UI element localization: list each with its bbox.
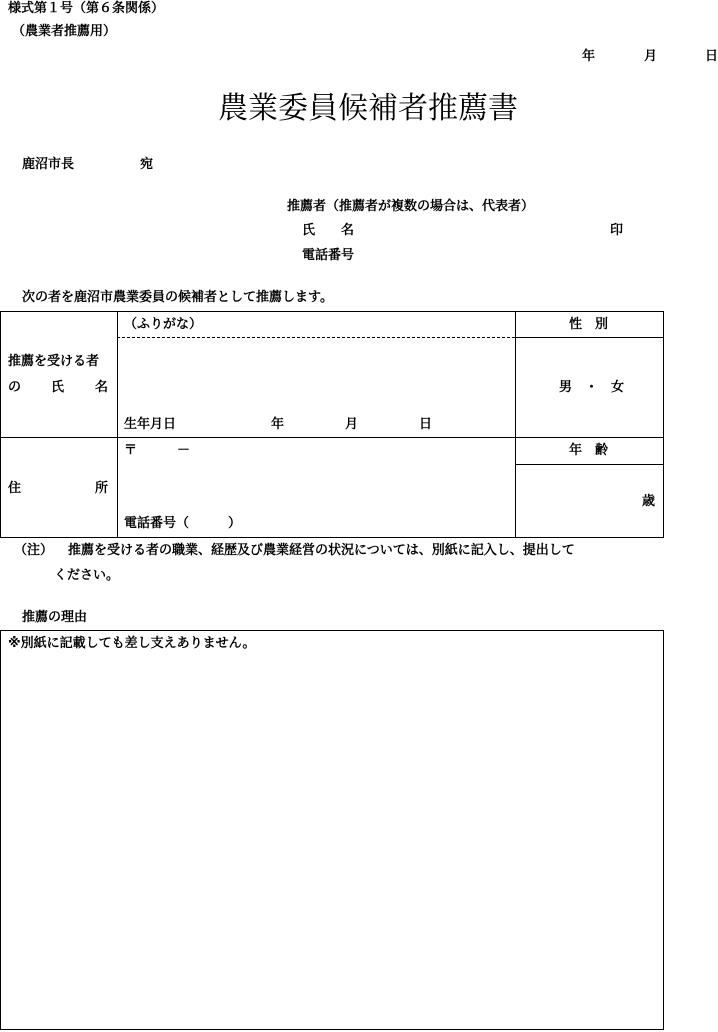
birth-month-label: 月 [345, 417, 359, 432]
birth-day-label: 日 [419, 417, 433, 432]
gender-header: 性 別 [569, 317, 609, 332]
postal-mark: 〒 [124, 443, 138, 458]
reason-heading: 推薦の理由 [22, 610, 88, 625]
nominee-label-no: の [8, 380, 22, 395]
date-day-label: 日 [705, 49, 718, 64]
form-number: 様式第１号（第６条関係） [8, 1, 165, 16]
nominee-phone-label: 電話番号（ ） [124, 516, 242, 531]
furigana-dashed-line [117, 337, 515, 338]
gender-header-line [515, 337, 663, 338]
document-title: 農業委員候補者推薦書 [218, 91, 518, 126]
nominee-label-mei: 名 [95, 380, 109, 395]
row-divider [0, 437, 664, 438]
age-header: 年 齢 [569, 443, 609, 458]
recommender-name-label: 氏 名 [302, 223, 355, 238]
reason-box [0, 630, 664, 1030]
address-label-ju: 住 [8, 481, 22, 496]
recommender-heading: 推薦者（推薦者が複数の場合は、代表者） [287, 199, 535, 214]
date-month-label: 月 [644, 49, 658, 64]
table-top-border [0, 311, 664, 312]
note-prefix: （注） [14, 543, 54, 558]
age-unit: 歳 [642, 494, 656, 509]
address-label-sho: 所 [95, 481, 109, 496]
birth-year-label: 年 [271, 417, 285, 432]
seal-mark: 印 [610, 223, 624, 238]
gender-options: 男 ・ 女 [559, 380, 625, 395]
postal-dash: － [177, 443, 191, 458]
label-column-divider [117, 311, 118, 538]
date-year-label: 年 [582, 49, 596, 64]
note-line1: 推薦を受ける者の職業、経歴及び農業経営の状況については、別紙に記入し、提出して [68, 543, 575, 558]
addressee-name: 鹿沼市長 [22, 157, 75, 172]
recommender-phone-label: 電話番号 [302, 248, 355, 263]
right-column-divider [515, 311, 516, 538]
furigana-label: （ふりがな） [124, 317, 203, 332]
birth-date-label: 生年月日 [124, 417, 177, 432]
nominee-label-shi: 氏 [51, 380, 65, 395]
intro-sentence: 次の者を鹿沼市農業委員の候補者として推薦します。 [22, 290, 333, 305]
reason-note: ※別紙に記載しても差し支えありません。 [8, 636, 256, 651]
form-type: （農業者推薦用） [12, 24, 117, 39]
age-header-line [515, 464, 663, 465]
addressee-suffix: 宛 [140, 157, 154, 172]
table-bottom-border [0, 537, 664, 538]
table-left-border [0, 311, 1, 538]
table-right-border [663, 311, 664, 538]
nominee-label-line1: 推薦を受ける者 [8, 354, 100, 369]
note-line2: ください。 [54, 568, 120, 583]
